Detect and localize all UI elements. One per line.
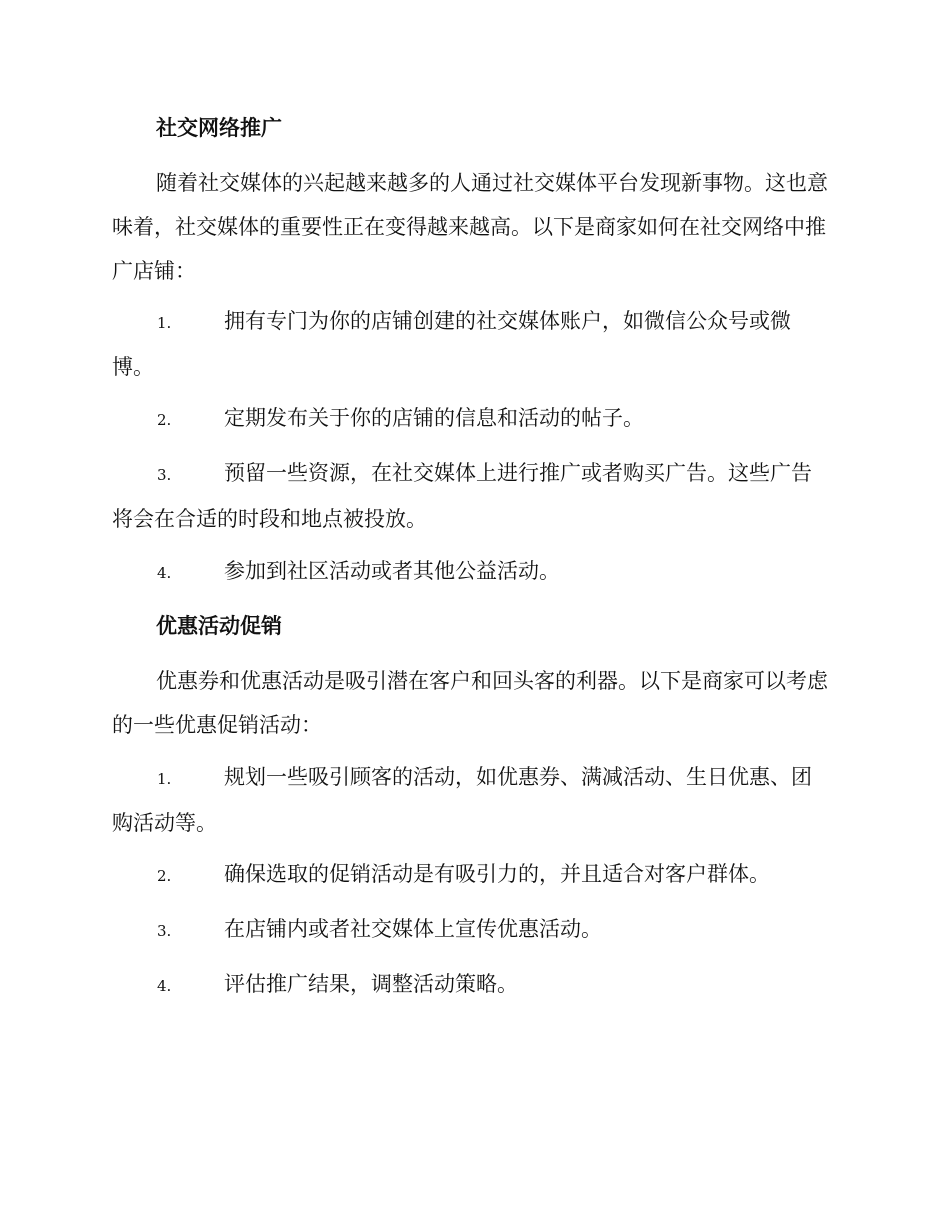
list-item-text: 评估推广结果，调整活动策略。 [224,972,518,996]
list-item-text: 在店铺内或者社交媒体上宣传优惠活动。 [224,917,602,941]
list-item [112,451,832,541]
list-item-number: 1. [157,314,172,332]
section-heading-promotion: 优惠活动促销 [156,613,282,638]
section-intro-social: 随着社交媒体的兴起越来越多的人通过社交媒体平台发现新事物。这也意味着，社交媒体的重要性正在变得越来越高。以下是商家如何在社交网络中推广店铺： [112,171,828,283]
list-item-number: 1. [157,770,172,788]
list-item-text: 规划一些吸引顾客的活动，如优惠券、满减活动、生日优惠、团购活动等。 [112,765,812,835]
list-item [112,755,832,845]
list-item-number: 2. [157,411,172,429]
list-item-text: 参加到社区活动或者其他公益活动。 [224,559,560,583]
list-item [112,962,832,1008]
list-item-text: 定期发布关于你的店铺的信息和活动的帖子。 [224,406,644,430]
list-item [112,549,832,595]
list-item [112,396,832,442]
list-item-number: 3. [157,922,172,940]
section-intro-promotion: 优惠券和优惠活动是吸引潜在客户和回头客的利器。以下是商家可以考虑的一些优惠促销活动： [112,669,828,737]
section-heading-social: 社交网络推广 [156,115,282,140]
list-item [112,907,832,953]
list-item-text: 拥有专门为你的店铺创建的社交媒体账户，如微信公众号或微博。 [112,309,791,379]
list-item-text: 预留一些资源，在社交媒体上进行推广或者购买广告。这些广告将会在合适的时段和地点被投放。 [112,461,812,531]
list-item [112,852,832,898]
list-item-number: 2. [157,867,172,885]
list-item-text: 确保选取的促销活动是有吸引力的，并且适合对客户群体。 [224,862,770,886]
list-item-number: 4. [157,977,172,995]
list-item-number: 3. [157,466,172,484]
list-item-number: 4. [157,564,172,582]
list-item [112,299,832,389]
